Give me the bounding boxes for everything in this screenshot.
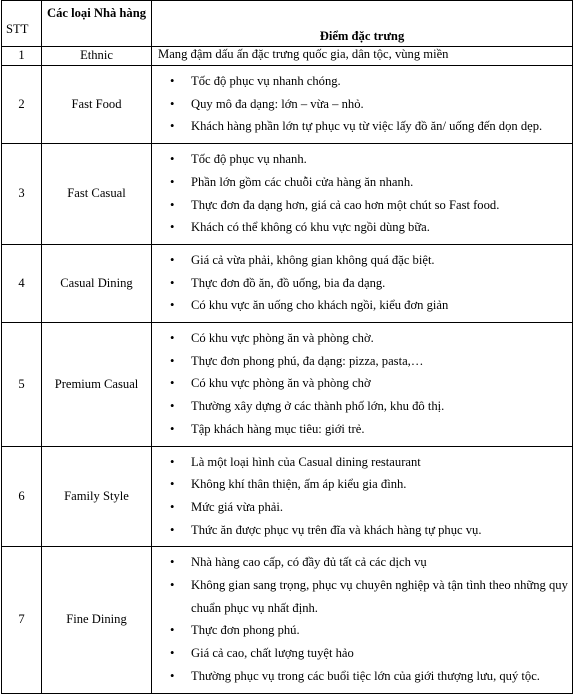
table-row — [2, 47, 573, 66]
header-type — [42, 1, 152, 47]
row-features — [152, 547, 573, 693]
header-row — [2, 1, 573, 47]
feature-item: • Nhà hàng cao cấp, có đầy đủ tất cả các dịch vụ — [170, 551, 572, 574]
row-name: Ethnic — [42, 47, 152, 66]
row-name: Fast Food — [42, 66, 152, 144]
feature-item: • Tập khách hàng mục tiêu: giới trẻ. — [170, 418, 572, 441]
feature-item: • Thường xây dựng ở các thành phố lớn, khu đô thị. — [170, 395, 572, 418]
row-name: Fine Dining — [42, 547, 152, 693]
row-stt: 1 — [2, 47, 42, 66]
row-stt: 6 — [2, 446, 42, 547]
feature-item: • Không khí thân thiện, ấm áp kiểu gia đình. — [170, 473, 572, 496]
row-features — [152, 244, 573, 322]
feature-item: • Quy mô đa dạng: lớn – vừa – nhỏ. — [170, 93, 572, 116]
row-features — [152, 323, 573, 447]
table-row — [2, 323, 573, 447]
feature-list — [156, 547, 572, 692]
row-stt: 2 — [2, 66, 42, 144]
feature-item: • Thực đơn phong phú, đa dạng: pizza, pasta,… — [170, 350, 572, 373]
feature-list — [156, 66, 572, 143]
feature-list — [156, 323, 572, 446]
row-name: Premium Casual — [42, 323, 152, 447]
feature-item: • Có khu vực ăn uống cho khách ngồi, kiểu đơn giản — [170, 294, 572, 317]
feature-item: • Tốc độ phục vụ nhanh chóng. — [170, 70, 572, 93]
table-row — [2, 547, 573, 693]
table-row — [2, 244, 573, 322]
feature-item: • Giá cả cao, chất lượng tuyệt hảo — [170, 642, 572, 665]
feature-item: • Là một loại hình của Casual dining restaurant — [170, 451, 572, 474]
feature-item: • Mức giá vừa phải. — [170, 496, 572, 519]
feature-item: • Phần lớn gồm các chuỗi cửa hàng ăn nhanh. — [170, 171, 572, 194]
feature-item: • Không gian sang trọng, phục vụ chuyên nghiệp và tận tình theo những quy chuẩn phục vụ nhất định. — [170, 574, 572, 619]
feature-item: • Thực đơn đồ ăn, đồ uống, bia đa dạng. — [170, 272, 572, 295]
feature-item: • Thức ăn được phục vụ trên đĩa và khách hàng tự phục vụ. — [170, 519, 572, 542]
row-features — [152, 66, 573, 144]
row-features — [152, 47, 573, 66]
row-features — [152, 446, 573, 547]
header-type-label: Các loại Nhà hàng — [46, 6, 147, 20]
feature-item: • Thực đơn phong phú. — [170, 619, 572, 642]
header-feature: Điểm đặc trưng — [152, 1, 573, 47]
row-name: Casual Dining — [42, 244, 152, 322]
row-stt: 3 — [2, 144, 42, 245]
feature-item: • Tốc độ phục vụ nhanh. — [170, 148, 572, 171]
feature-item: • Có khu vực phòng ăn và phòng chờ. — [170, 327, 572, 350]
row-stt: 5 — [2, 323, 42, 447]
feature-list — [156, 447, 572, 547]
feature-list — [156, 245, 572, 322]
row-stt: 4 — [2, 244, 42, 322]
feature-item: • Khách có thể không có khu vực ngồi dùng bữa. — [170, 216, 572, 239]
feature-item: • Khách hàng phần lớn tự phục vụ từ việc lấy đồ ăn/ uống đến dọn dẹp. — [170, 115, 572, 138]
table-row — [2, 446, 573, 547]
table-row — [2, 66, 573, 144]
header-stt: STT — [2, 1, 42, 47]
feature-list — [156, 144, 572, 244]
restaurant-types-table — [1, 0, 573, 694]
row-stt: 7 — [2, 547, 42, 693]
row-features — [152, 144, 573, 245]
row-name: Family Style — [42, 446, 152, 547]
feature-item: • Thực đơn đa dạng hơn, giá cả cao hơn một chút so Fast food. — [170, 194, 572, 217]
row-name: Fast Casual — [42, 144, 152, 245]
feature-text: Mang đậm dấu ấn đặc trưng quốc gia, dân tộc, vùng miền — [158, 47, 449, 61]
table-row — [2, 144, 573, 245]
feature-item: • Có khu vực phòng ăn và phòng chờ — [170, 372, 572, 395]
feature-item: • Giá cả vừa phải, không gian không quá đặc biệt. — [170, 249, 572, 272]
feature-item: • Thường phục vụ trong các buổi tiệc lớn của giới thượng lưu, quý tộc. — [170, 665, 572, 688]
